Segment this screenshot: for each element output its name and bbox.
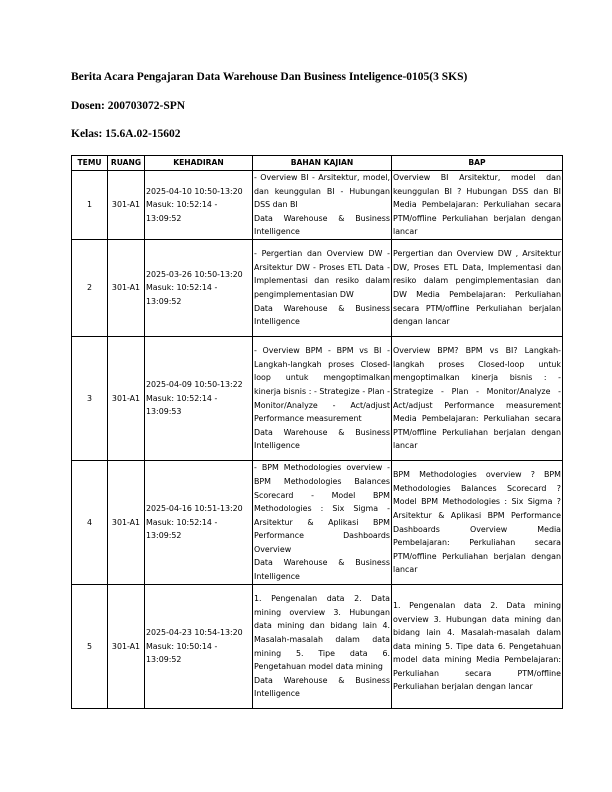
topic-text: - BPM Methodologies overview - BPM Methodologies Balances Scorecard - Model BPM Methodologies : Six Sigma - Arsitektur & Aplikasi BPM Performance Dashboards Overview: [254, 463, 390, 554]
check-in-time: Masuk: 10:52:14 - 13:09:52: [146, 283, 218, 306]
bap-cell: BPM Methodologies overview ? BPM Methodologies Balances Scorecard ? Model BPM Methodologies : Six Sigma ? Arsitektur & Aplikasi BPM Performance Dashboards Overview Media Pembelajaran: Perkuliahan secara PTM/offline Perkuliahan berjalan dengan lancar: [392, 461, 563, 585]
temu-cell: 3: [72, 337, 108, 461]
schedule-time: 2025-03-26 10:50-13:20: [146, 269, 243, 279]
topic-text: - Overview BPM - BPM vs BI - Langkah-langkah proses Closed-loop untuk mengoptimalkan kinerja bisnis : - Strategize - Plan - Monitor/Analyze - Act/adjust Performance measurement: [254, 346, 390, 424]
bahan-kajian-cell: [253, 240, 392, 337]
document-title: Berita Acara Pengajaran Data Warehouse Dan Business Inteligence-0105(3 SKS): [71, 71, 468, 83]
schedule-time: 2025-04-10 10:50-13:20: [146, 186, 243, 196]
temu-cell: 4: [72, 461, 108, 585]
table-row: [72, 171, 563, 240]
kehadiran-cell: [145, 461, 253, 585]
table-row: [72, 461, 563, 585]
lecturer-line: Dosen: 200703072-SPN: [71, 100, 186, 112]
ruang-cell: 301-A1: [108, 461, 145, 585]
topic-text: - Overview BI - Arsitektur, model, dan keunggulan BI - Hubungan DSS dan BI: [254, 173, 390, 210]
header-ruang: RUANG: [108, 156, 145, 171]
course-name: Data Warehouse & Business Intelligence: [254, 427, 390, 451]
bap-cell: 1. Pengenalan data 2. Data mining overview 3. Hubungan data mining dan bidang lain 4. Masalah-masalah dalam data mining 5. Tipe data 6. Pengetahuan model data mining Media Pembelajaran: Perkuliahan secara PTM/offline Perkuliahan berjalan dengan lancar: [392, 585, 563, 709]
check-in-time: Masuk: 10:52:14 - 13:09:53: [146, 393, 218, 417]
temu-cell: 1: [72, 171, 108, 240]
teaching-report-table: [71, 155, 563, 709]
kehadiran-cell: [145, 171, 253, 240]
table-row: [72, 585, 563, 709]
topic-text: 1. Pengenalan data 2. Data mining overview 3. Hubungan data mining dan bidang lain 4. Masalah-masalah dalam data mining 5. Tipe data 6. Pengetahuan model data mining: [254, 594, 390, 672]
ruang-cell: 301-A1: [108, 585, 145, 709]
bahan-kajian-cell: [253, 585, 392, 709]
schedule-time: 2025-04-23 10:54-13:20: [146, 628, 243, 638]
topic-text: - Pergertian dan Overview DW - Arsitektur DW - Proses ETL Data - Implementasi dan resiko dalam pengimplementasian DW: [254, 249, 390, 299]
kehadiran-cell: [145, 337, 253, 461]
header-bap: BAP: [392, 156, 563, 171]
bahan-kajian-cell: [253, 171, 392, 240]
check-in-time: Masuk: 10:52:14 - 13:09:52: [146, 200, 218, 223]
bap-cell: Pergertian dan Overview DW , Arsitektur DW, Proses ETL Data, Implementasi dan resiko dalam pengimplementasian dan DW Media Pembelajaran: Perkuliahan secara PTM/offline Perkuliahan berjalan dengan lancar: [392, 240, 563, 337]
bahan-kajian-cell: [253, 461, 392, 585]
ruang-cell: 301-A1: [108, 171, 145, 240]
course-name: Data Warehouse & Business Intelligence: [254, 558, 390, 582]
table-row: [72, 337, 563, 461]
header-kehadiran: KEHADIRAN: [145, 156, 253, 171]
schedule-time: 2025-04-16 10:51-13:20: [146, 504, 243, 514]
check-in-time: Masuk: 10:52:14 - 13:09:52: [146, 517, 218, 541]
kehadiran-cell: [145, 240, 253, 337]
header-bahan-kajian: BAHAN KAJIAN: [253, 156, 392, 171]
course-name: Data Warehouse & Business Intelligence: [254, 213, 390, 237]
temu-cell: 2: [72, 240, 108, 337]
bap-cell: Overview BPM? BPM vs BI? Langkah-langkah proses Closed-loop untuk mengoptimalkan kinerja bisnis : - Strategize - Plan - Monitor/Analyze - Act/adjust Performance measurement Media Pembelajaran: Perkuliahan secara PTM/offline Perkuliahan berjalan dengan lancar: [392, 337, 563, 461]
check-in-time: Masuk: 10:50:14 - 13:09:52: [146, 641, 218, 665]
bap-cell: Overview BI Arsitektur, model dan keunggulan BI ? Hubungan DSS dan BI Media Pembelajaran: Perkuliahan secara PTM/offline Perkuliahan berjalan dengan lancar: [392, 171, 563, 240]
course-name: Data Warehouse & Business Intelligence: [254, 303, 390, 327]
course-name: Data Warehouse & Business Intelligence: [254, 675, 390, 699]
ruang-cell: 301-A1: [108, 240, 145, 337]
class-line: Kelas: 15.6A.02-15602: [71, 128, 181, 140]
table-header-row: [72, 156, 563, 171]
header-temu: TEMU: [72, 156, 108, 171]
kehadiran-cell: [145, 585, 253, 709]
table-row: [72, 240, 563, 337]
schedule-time: 2025-04-09 10:50-13:22: [146, 380, 243, 390]
ruang-cell: 301-A1: [108, 337, 145, 461]
bahan-kajian-cell: [253, 337, 392, 461]
temu-cell: 5: [72, 585, 108, 709]
